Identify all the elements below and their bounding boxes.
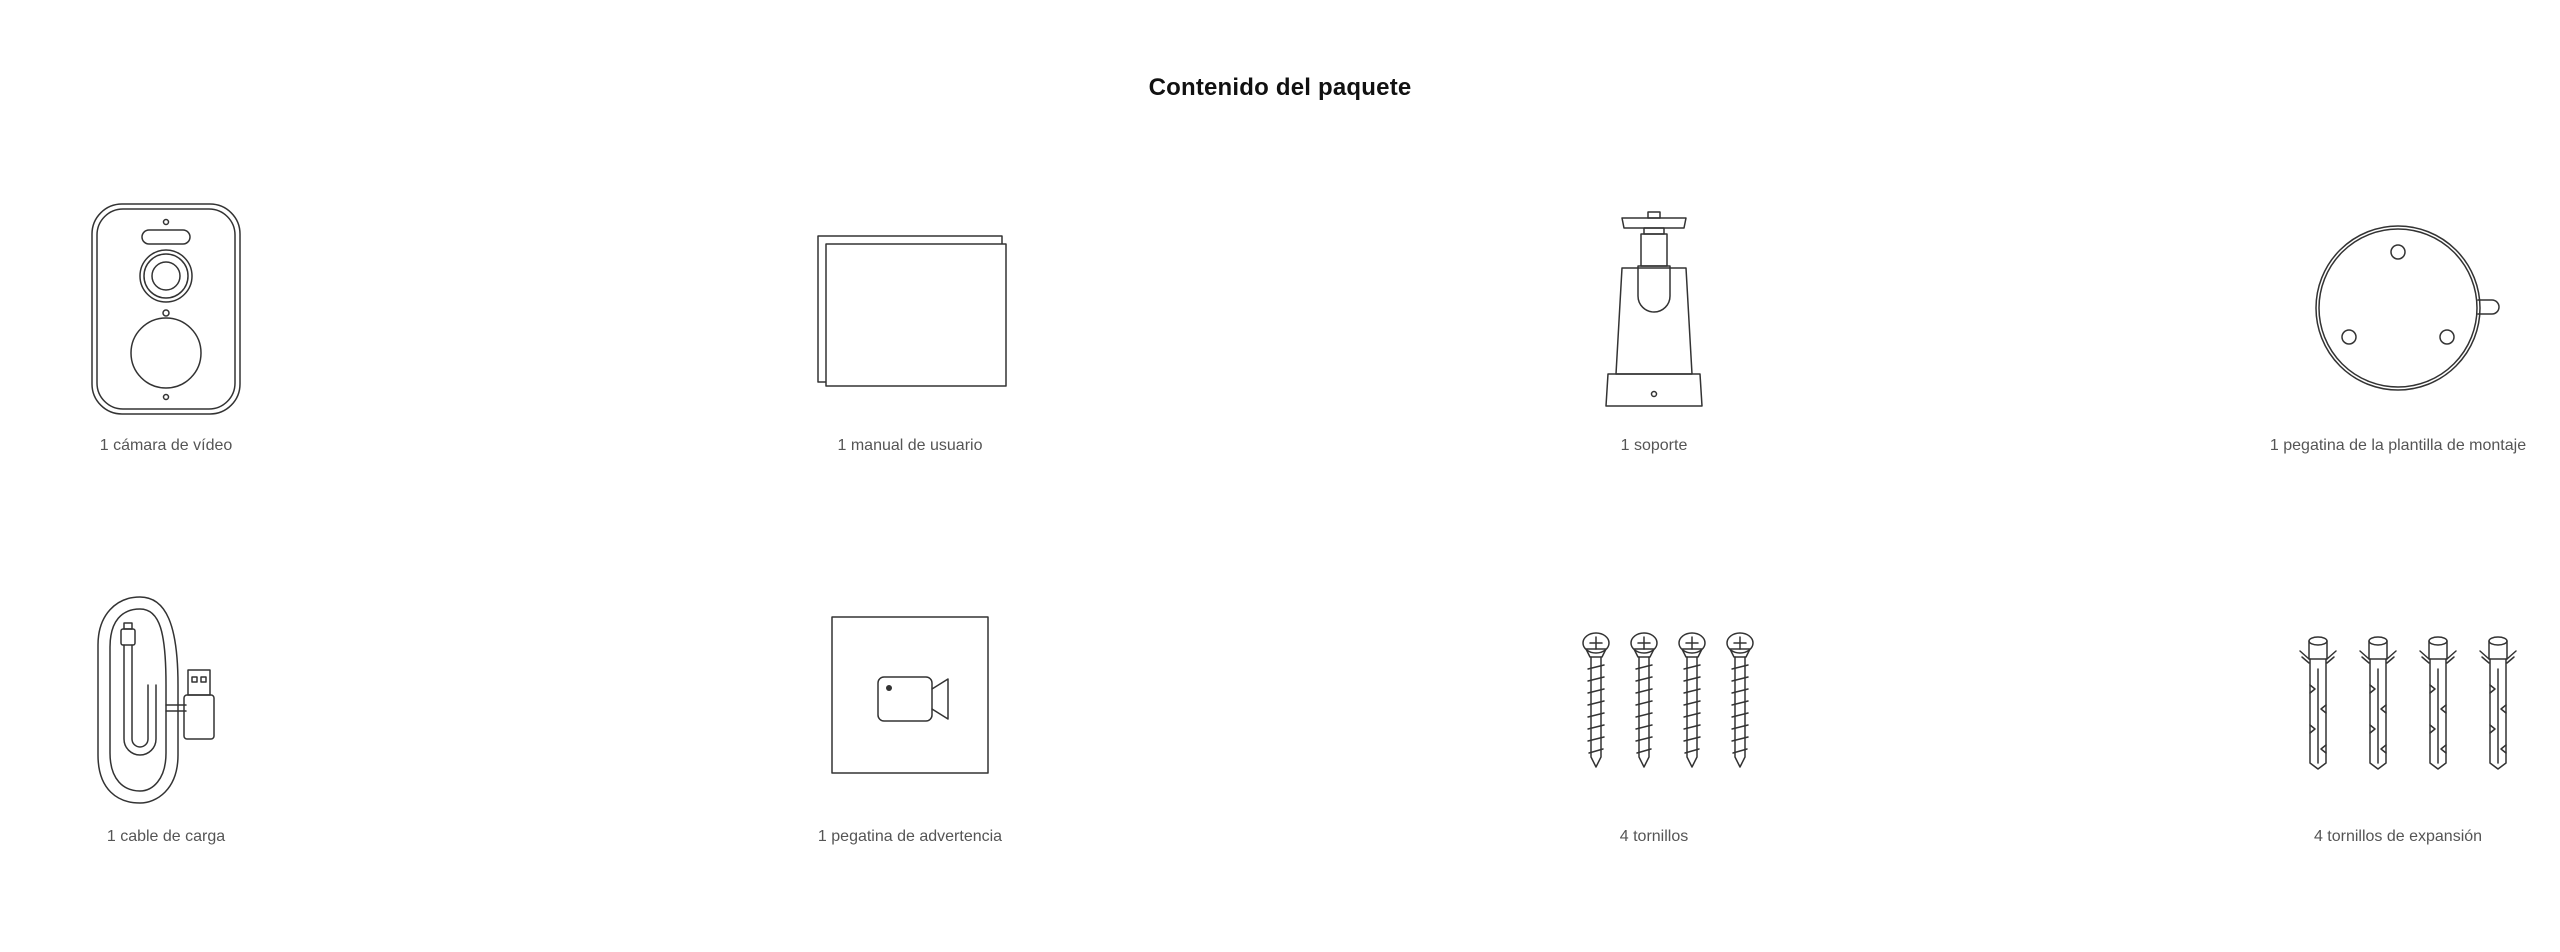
page-title: Contenido del paquete	[1148, 74, 1412, 101]
mounting-template-icon	[2268, 196, 2528, 426]
package-item-warning-sticker	[780, 585, 1040, 845]
item-label: 1 pegatina de la plantilla de montaje	[2269, 437, 2527, 454]
package-item-cable	[36, 585, 296, 845]
expansion-anchors-icon	[2268, 585, 2528, 815]
item-label: 1 pegatina de advertencia	[817, 828, 1003, 845]
screws-icon	[1524, 585, 1784, 815]
charging-cable-icon	[36, 585, 296, 815]
mount-bracket-icon	[1524, 196, 1784, 426]
package-item-camera	[36, 196, 296, 454]
warning-sticker-icon	[780, 585, 1040, 815]
package-item-screws	[1524, 585, 1784, 845]
item-label: 1 cable de carga	[106, 828, 226, 845]
package-item-anchors	[2268, 585, 2528, 845]
item-label: 1 soporte	[1620, 437, 1688, 454]
package-item-template	[2268, 196, 2528, 454]
package-item-manual	[780, 196, 1040, 454]
item-label: 4 tornillos	[1619, 828, 1689, 845]
camera-icon	[36, 196, 296, 426]
manual-icon	[780, 196, 1040, 426]
item-label: 1 manual de usuario	[837, 437, 983, 454]
item-label: 1 cámara de vídeo	[99, 437, 233, 454]
package-item-mount	[1524, 196, 1784, 454]
item-label: 4 tornillos de expansión	[2313, 828, 2483, 845]
